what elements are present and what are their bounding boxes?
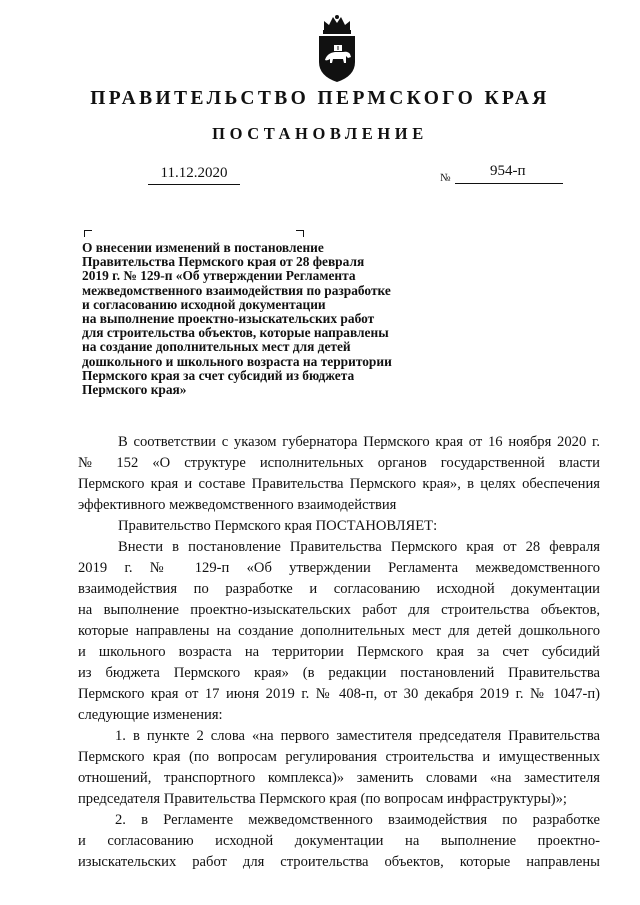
subject-corner-right [296, 230, 304, 237]
perm-krai-coat-of-arms-icon [315, 14, 359, 84]
paragraph-line: Пермского края и составе Правительства Пермского края», в целях обеспечения [78, 476, 600, 492]
document-number: 954-п [490, 163, 526, 179]
government-title: ПРАВИТЕЛЬСТВО ПЕРМСКОГО КРАЯ [90, 88, 550, 109]
paragraph-line: следующие изменения: [78, 707, 223, 723]
document-subject [82, 241, 462, 397]
paragraph-line: № 152 «О структуре исполнительных органов государственной власти [78, 455, 600, 471]
paragraph-line: отношений, транспортного комплекса)» заменить словами «на заместителя [78, 770, 600, 786]
document-date: 11.12.2020 [160, 165, 228, 181]
subject-line: и согласованию исходной документации [82, 296, 326, 312]
subject-line: 2019 г. № 129-п «Об утверждении Регламента [82, 268, 356, 284]
subject-corner-left [84, 230, 92, 237]
paragraph-line: 2019 г. № 129-п «Об утверждении Регламента межведомственного [78, 560, 600, 576]
subject-line: межведомственного взаимодействия по разработке [82, 282, 391, 298]
paragraph-line: Пермского края от 17 июня 2019 г. № 408-п, от 30 декабря 2019 г. № 1047-п) [78, 686, 600, 702]
paragraph-line: Внести в постановление Правительства Пермского края от 28 февраля [118, 539, 600, 555]
date-underline [148, 184, 240, 185]
paragraph-line: которые направлены на создание дополнительных мест для детей дошкольного [78, 623, 600, 639]
paragraph-line: эффективного межведомственного взаимодействия [78, 497, 397, 513]
paragraph-line: 2. в Регламенте межведомственного взаимодействия по разработке [115, 812, 600, 828]
subject-line: дошкольного и школьного возраста на территории [82, 353, 392, 369]
document-type: ПОСТАНОВЛЕНИЕ [212, 124, 428, 143]
paragraph-line: 1. в пункте 2 слова «на первого заместителя председателя Правительства [115, 728, 600, 744]
subject-line: О внесении изменений в постановление [82, 240, 324, 255]
paragraph-line: В соответствии с указом губернатора Пермского края от 16 ноября 2020 г. [118, 434, 600, 450]
body-paragraph-1 [78, 432, 600, 516]
subject-line: на выполнение проектно-изыскательских работ [82, 311, 375, 327]
paragraph-line: председателя Правительства Пермского края (по вопросам инфраструктуры)»; [78, 791, 567, 807]
subject-line: на создание дополнительных мест для детей [82, 339, 351, 355]
subject-line: Пермского края за счет субсидий из бюджета [82, 367, 355, 383]
body-paragraph-4 [78, 726, 600, 810]
paragraph-line: на выполнение проектно-изыскательских работ для строительства объектов, [78, 602, 600, 618]
paragraph-line: Правительство Пермского края ПОСТАНОВЛЯЕТ: [118, 518, 438, 534]
number-underline [455, 183, 563, 184]
number-label: № [440, 172, 451, 184]
paragraph-line: изыскательских работ для строительства объектов, которые направлены [78, 854, 600, 870]
paragraph-line: взаимодействия по разработке и согласованию исходной документации [78, 581, 600, 597]
subject-line: Пермского края» [82, 382, 187, 398]
subject-line: Правительства Пермского края от 28 февраля [82, 254, 365, 270]
subject-line: для строительства объектов, которые направлены [82, 325, 389, 341]
body-paragraph-2 [78, 516, 600, 537]
body-paragraph-3 [78, 537, 600, 726]
paragraph-line: и школьного возраста на территории Пермского края за счет субсидий [78, 644, 600, 660]
paragraph-line: из бюджета Пермского края» (в редакции постановлений Правительства [78, 665, 600, 681]
paragraph-line: и согласованию исходной документации на выполнение проектно- [78, 833, 600, 849]
paragraph-line: Пермского края (по вопросам регулирования строительства и имущественных [78, 749, 600, 765]
body-paragraph-5 [78, 810, 600, 873]
